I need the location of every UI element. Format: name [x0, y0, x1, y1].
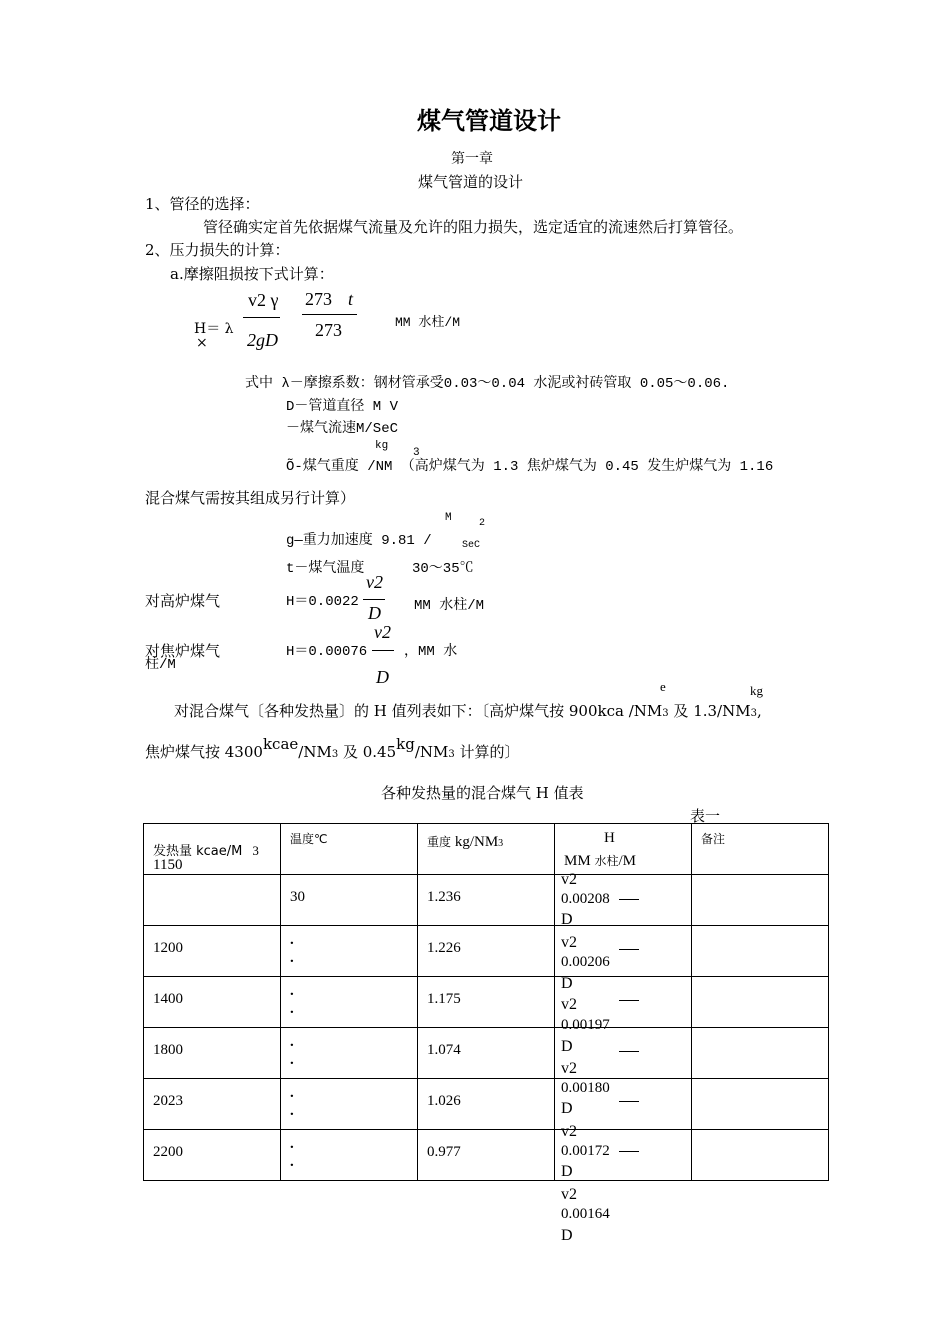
co-label: 对焦炉煤气 — [145, 642, 221, 660]
co-den: D — [376, 667, 389, 687]
mix-line-2-c: 及 0.45 — [342, 743, 397, 761]
cell-temp: . . — [281, 926, 418, 977]
cell-density: 1.026 — [418, 1079, 555, 1130]
header-remarks — [692, 824, 829, 875]
co-num: v2 — [374, 622, 391, 642]
header-heat-label: 发热量 kcae/M 3 — [153, 843, 259, 859]
cell-heat: 1800 — [144, 1028, 281, 1079]
def-sec-sub: SeC — [462, 540, 481, 551]
header-density — [418, 824, 555, 875]
bf-unit: MM 水柱/M — [414, 598, 485, 614]
cell-heat: 2023 — [144, 1079, 281, 1130]
co-label-2: 柱/M — [145, 657, 176, 673]
mix-line-1-end: , — [756, 702, 762, 720]
h-formula-d: D — [561, 1163, 573, 1180]
def-temperature: t－煤气温度 — [286, 561, 365, 577]
cell-remarks — [692, 1130, 829, 1181]
table-label: 表一 — [690, 807, 721, 825]
mix-line-1-sub-b: 3 — [750, 708, 757, 719]
formula-num2b: t — [348, 289, 354, 309]
h-formula-d: D — [561, 975, 573, 992]
section-1-heading: 1、管径的选择： — [145, 195, 260, 213]
bf-num: v2 — [366, 572, 383, 592]
h-formula-bar — [619, 1000, 639, 1001]
formula-den2: 273 — [315, 320, 342, 340]
h-formula-v2: v2 — [561, 1186, 577, 1203]
h-formula-bar — [619, 949, 639, 950]
table-row — [144, 875, 829, 926]
mix-line-2-b: /NM — [298, 743, 332, 761]
formula-lhs: H＝ λ — [194, 321, 234, 337]
formula-num2a: 273 — [305, 289, 332, 309]
mix-line-1-text: 对混合煤气〔各种发热量〕的 H 值列表如下：〔高炉煤气按 900kca /NM — [174, 702, 663, 720]
h-formula-v2: v2 — [561, 1060, 577, 1077]
formula-bar1 — [243, 317, 280, 318]
h-formula-d: D — [561, 1227, 573, 1244]
chapter-number: 第一章 — [451, 151, 493, 167]
cell-density: 0.977 — [418, 1130, 555, 1181]
mix-line-2-sub-b: 3 — [448, 749, 455, 760]
co-unit: ，MM 水 — [404, 644, 458, 660]
co-bar — [372, 650, 394, 651]
mix-line-2-a: 焦炉煤气按 4300 — [145, 743, 263, 761]
h-formula-coefficient: 0.00206 — [561, 954, 610, 970]
formula-num1: v2 γ — [248, 290, 279, 310]
formula-bar2 — [302, 314, 357, 315]
header-remarks-label: 备注 — [701, 832, 726, 846]
def-gravity: g—重力加速度 9.81 / — [286, 533, 432, 549]
def-lambda: 式中 λ－摩擦系数：钢材管承受0.03～0.04 水泥或衬砖管取 0.05～0.06. — [245, 376, 730, 392]
header-h — [555, 824, 692, 875]
formula-times: × — [196, 335, 208, 351]
h-formula-v2: v2 — [561, 996, 577, 1013]
h-formula-coefficient: 0.00164 — [561, 1206, 610, 1222]
h-formula-d: D — [561, 1100, 573, 1117]
mix-line-2-e: 计算的〕 — [459, 743, 520, 761]
cell-remarks — [692, 1028, 829, 1079]
h-formula-bar — [619, 1151, 639, 1152]
def-m-sup: M — [445, 512, 452, 524]
mix-line-2-d: /NM — [414, 743, 449, 761]
cell-density: 1.074 — [418, 1028, 555, 1079]
cell-density: 1.175 — [418, 977, 555, 1028]
h-formula-v2: v2 — [561, 871, 577, 888]
cell-heat: 2200 — [144, 1130, 281, 1181]
formula-unit: MM 水柱/M — [395, 315, 461, 330]
co-lhs: H＝0.00076 — [286, 644, 368, 660]
bf-den: D — [368, 603, 381, 623]
header-h-label: H — [604, 830, 615, 846]
table-row — [144, 1130, 829, 1181]
h-formula-v2: v2 — [561, 1123, 577, 1140]
table-row — [144, 1028, 829, 1079]
def-gamma: Õ-煤气重度 /NM （高炉煤气为 1.3 焦炉煤气为 0.45 发生炉煤气为 1.16 — [286, 459, 774, 475]
cell-density: 1.236 — [418, 875, 555, 926]
header-h-unit: MM 水柱/M — [564, 853, 636, 869]
formula-den1: 2gD — [247, 330, 278, 350]
table-title: 各种发热量的混合煤气 H 值表 — [381, 784, 584, 802]
cell-remarks — [692, 1079, 829, 1130]
def-three-sup: 3 — [413, 447, 420, 459]
cell-remarks — [692, 875, 829, 926]
section-1-text: 管径确实定首先依据煤气流量及允许的阻力损失，选定适宜的流速然后打算管径。 — [203, 218, 744, 236]
bf-lhs: H＝0.0022 — [286, 594, 359, 610]
bf-bar — [363, 599, 385, 600]
h-formula-coefficient: 0.00172 — [561, 1143, 610, 1159]
header-heat — [144, 824, 281, 875]
mix-line-2-sub-a: 3 — [331, 749, 339, 760]
def-diameter: D－管道直径 M V — [286, 399, 399, 415]
h-formula-coefficient: 0.00208 — [561, 891, 610, 907]
chapter-title: 煤气管道的设计 — [418, 173, 524, 191]
mix-line-1-and: 及 1.3/NM — [673, 702, 751, 720]
table-row — [144, 1079, 829, 1130]
section-2-heading: 2、压力损失的计算： — [145, 241, 290, 259]
table-header-row — [144, 824, 829, 875]
header-temp-label: 温度℃ — [290, 832, 328, 846]
page-title: 煤气管道设计 — [417, 107, 561, 135]
h-formula-v2: v2 — [561, 934, 577, 951]
h-formula-coefficient: 0.00197 — [561, 1017, 610, 1033]
cell-remarks — [692, 977, 829, 1028]
header-heat-value: 1150 — [153, 857, 183, 873]
header-density-label: 重度 kg/NM3 — [427, 834, 504, 850]
cell-temp: . . — [281, 1028, 418, 1079]
mix-sup-e: e — [660, 679, 666, 694]
cell-heat: 1400 — [144, 977, 281, 1028]
table-row — [144, 977, 829, 1028]
def-temperature-value: 30～35℃ — [412, 561, 474, 577]
cell-temp: 30 — [281, 875, 418, 926]
cell-temp: . . — [281, 1130, 418, 1181]
mix-line-2 — [145, 735, 520, 762]
mix-line-1 — [174, 700, 762, 721]
section-2a-heading: a.摩擦阻损按下式计算： — [170, 265, 334, 283]
h-formula-coefficient: 0.00180 — [561, 1080, 610, 1096]
h-value-table — [143, 823, 829, 1181]
def-mixed: 混合煤气需按其组成另行计算） — [145, 489, 356, 507]
def-kg-sup: kg — [375, 440, 389, 452]
cell-temp: . . — [281, 1079, 418, 1130]
def-two-sup: 2 — [479, 518, 486, 529]
h-formula-bar — [619, 899, 639, 900]
bf-label: 对高炉煤气 — [145, 592, 221, 610]
table-row — [144, 926, 829, 977]
cell-density: 1.226 — [418, 926, 555, 977]
h-formula-bar — [619, 1101, 639, 1102]
h-formula-bar — [619, 1051, 639, 1052]
mix-sup-kg: kg — [750, 683, 763, 698]
mix-line-2-kcae: kcae — [262, 735, 299, 753]
h-formula-d: D — [561, 911, 573, 928]
cell-temp: . . — [281, 977, 418, 1028]
cell-remarks — [692, 926, 829, 977]
header-temp — [281, 824, 418, 875]
h-formula-d: D — [561, 1038, 573, 1055]
def-velocity: －煤气流速M/SeC — [286, 421, 399, 437]
cell-heat — [144, 875, 281, 926]
cell-heat: 1200 — [144, 926, 281, 977]
mix-line-2-kg: kg — [396, 735, 415, 753]
mix-line-1-sub-a: 3 — [662, 708, 669, 719]
